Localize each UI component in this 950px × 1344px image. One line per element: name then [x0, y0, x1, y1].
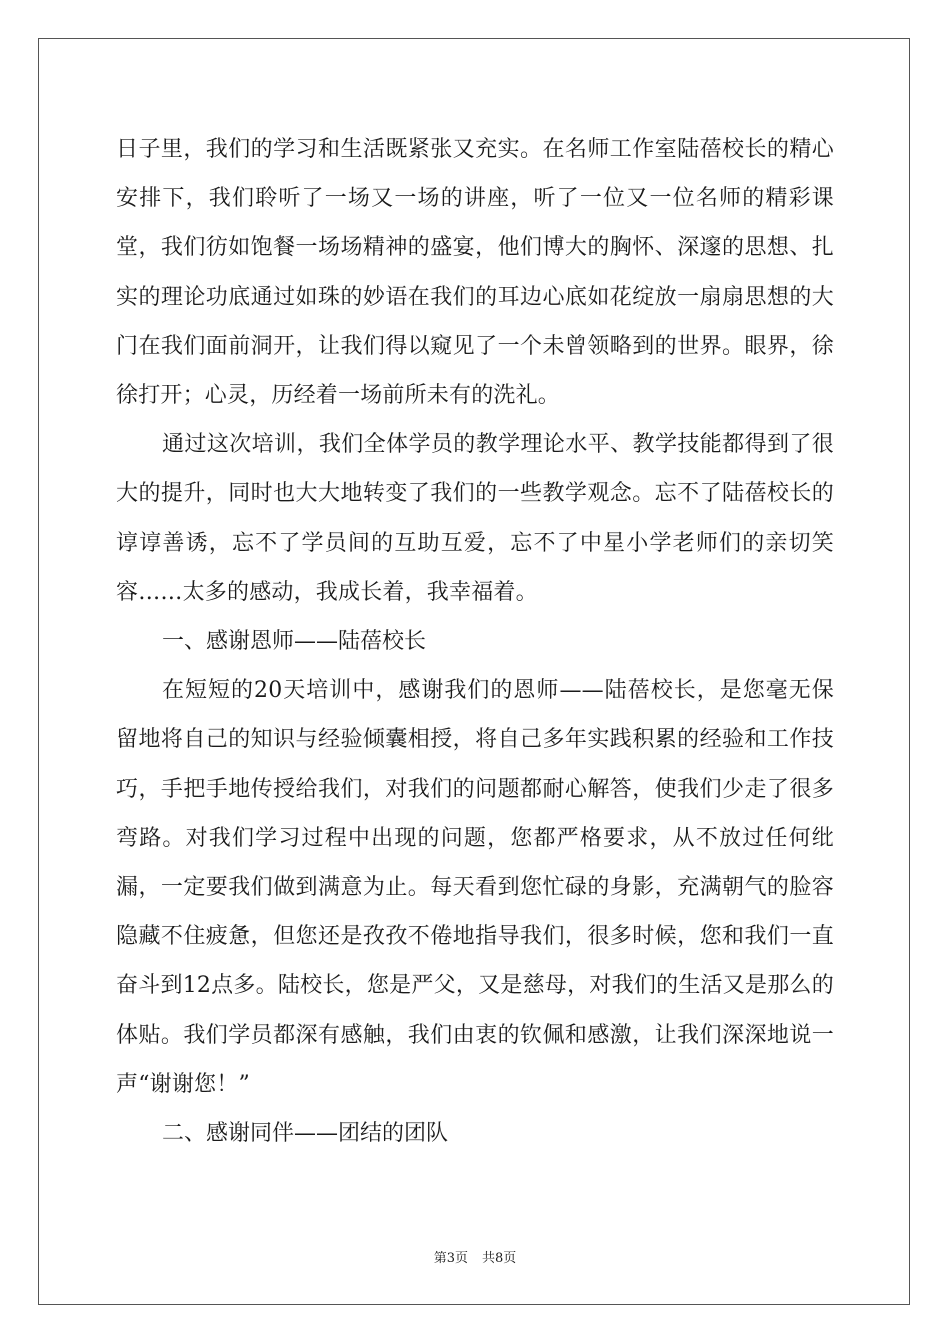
section-heading-thank-teacher: 一、感谢恩师——陆蓓校长 [162, 629, 427, 655]
page-number-current: 第3页 [433, 1251, 468, 1266]
document-body [116, 125, 834, 1158]
paragraph-training-summary: 通过这次培训，我们全体学员的教学理论水平、教学技能都得到了很大的提升，同时也大大地转变了我们的一些教学观念。忘不了陆蓓校长的谆谆善诱，忘不了学员间的互助互爱，忘不了中星小学老师们的亲切笑容……太多的感动，我成长着，我幸福着。 [116, 432, 834, 605]
paragraph-intro: 日子里，我们的学习和生活既紧张又充实。在名师工作室陆蓓校长的精心安排下，我们聆听了一场又一场的讲座，听了一位又一位名师的精彩课堂，我们彷如饱餐一场场精神的盛宴，他们博大的胸怀、深邃的思想、扎实的理论功底通过如珠的妙语在我们的耳边心底如花绽放一扇扇思想的大门在我们面前洞开，让我们得以窥见了一个未曾领略到的世界。眼界，徐徐打开；心灵，历经着一场前所未有的洗礼。 [116, 137, 834, 409]
page-number-total: 共8页 [482, 1251, 517, 1266]
page-footer [0, 1247, 950, 1266]
section-heading-thank-peers: 二、感谢同伴——团结的团队 [162, 1121, 449, 1147]
paragraph-thank-teacher: 在短短的20天培训中，感谢我们的恩师——陆蓓校长，是您毫无保留地将自己的知识与经验倾囊相授，将自己多年实践积累的经验和工作技巧，手把手地传授给我们，对我们的问题都耐心解答，使我们少走了很多弯路。对我们学习过程中出现的问题，您都严格要求，从不放过任何纰漏，一定要我们做到满意为止。每天看到您忙碌的身影，充满朝气的脸容隐藏不住疲惫，但您还是孜孜不倦地指导我们，很多时候，您和我们一直奋斗到12点多。陆校长，您是严父，又是慈母，对我们的生活又是那么的体贴。我们学员都深有感触，我们由衷的钦佩和感激，让我们深深地说一声“谢谢您！” [116, 678, 834, 1097]
